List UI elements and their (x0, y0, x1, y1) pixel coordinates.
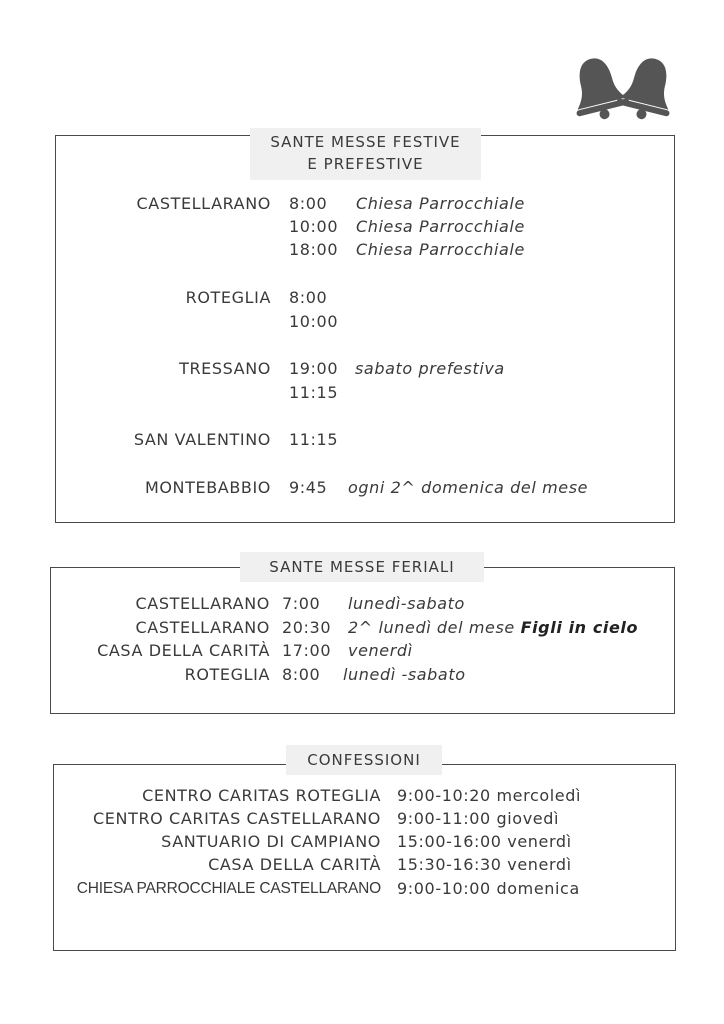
weekday-note (348, 617, 638, 639)
festive-time: 18:00 (289, 240, 339, 259)
festive-time: 9:45 (289, 478, 328, 497)
festive-place: TRESSANO (179, 359, 271, 378)
weekday-time: 7:00 (282, 594, 321, 613)
weekday-masses-title: SANTE MESSE FERIALI (240, 552, 484, 582)
festive-place: MONTEBABBIO (144, 478, 271, 497)
confessions-title: CONFESSIONI (286, 745, 442, 775)
confession-place: SANTUARIO DI CAMPIANO (161, 832, 381, 851)
confession-place: CHIESA PARROCCHIALE CASTELLARANO (76, 880, 381, 897)
festive-note: ogni 2^ domenica del mese (348, 478, 589, 497)
festive-time: 11:15 (289, 383, 339, 402)
confession-schedule: 9:00-11:00 giovedì (397, 809, 560, 828)
weekday-note (343, 664, 466, 686)
festive-note: Chiesa Parrocchiale (356, 240, 525, 259)
weekday-note-bold: Figli in cielo (520, 618, 639, 637)
festive-time: 8:00 (289, 288, 328, 307)
festive-note: sabato prefestiva (355, 359, 505, 378)
festive-time: 11:15 (289, 430, 339, 449)
weekday-time: 17:00 (282, 641, 332, 660)
weekday-note-text: venerdì (348, 641, 413, 660)
weekday-note (348, 640, 413, 662)
festive-note: Chiesa Parrocchiale (356, 194, 525, 213)
festive-note: Chiesa Parrocchiale (356, 217, 525, 236)
festive-title-line1: SANTE MESSE FESTIVE (270, 133, 461, 151)
weekday-time: 20:30 (282, 618, 332, 637)
weekday-note (348, 593, 465, 615)
festive-masses-title (250, 128, 481, 180)
festive-time: 19:00 (289, 359, 339, 378)
confession-schedule: 15:00-16:00 venerdì (397, 832, 572, 851)
weekday-time: 8:00 (282, 665, 321, 684)
festive-place: SAN VALENTINO (133, 430, 271, 449)
festive-title-line2: E PREFESTIVE (307, 155, 424, 173)
confession-schedule: 9:00-10:20 mercoledì (397, 786, 582, 805)
festive-time: 10:00 (289, 312, 339, 331)
festive-place: ROTEGLIA (185, 288, 271, 307)
weekday-place: ROTEGLIA (184, 665, 270, 684)
weekday-note-text: lunedì -sabato (343, 665, 466, 684)
weekday-note-text: 2^ lunedì del mese (348, 618, 515, 637)
weekday-note-text: lunedì-sabato (348, 594, 465, 613)
weekday-place: CASTELLARANO (135, 618, 270, 637)
weekday-place: CASTELLARANO (135, 594, 270, 613)
festive-time: 8:00 (289, 194, 328, 213)
confession-place: CENTRO CARITAS ROTEGLIA (142, 786, 381, 805)
confession-schedule: 15:30-16:30 venerdì (397, 855, 572, 874)
festive-place: CASTELLARANO (136, 194, 271, 213)
confession-schedule: 9:00-10:00 domenica (397, 879, 580, 898)
festive-time: 10:00 (289, 217, 339, 236)
confession-place: CASA DELLA CARITÀ (208, 855, 381, 874)
church-bells-icon (570, 54, 676, 122)
confession-place: CENTRO CARITAS CASTELLARANO (93, 809, 381, 828)
weekday-place: CASA DELLA CARITÀ (97, 641, 270, 660)
